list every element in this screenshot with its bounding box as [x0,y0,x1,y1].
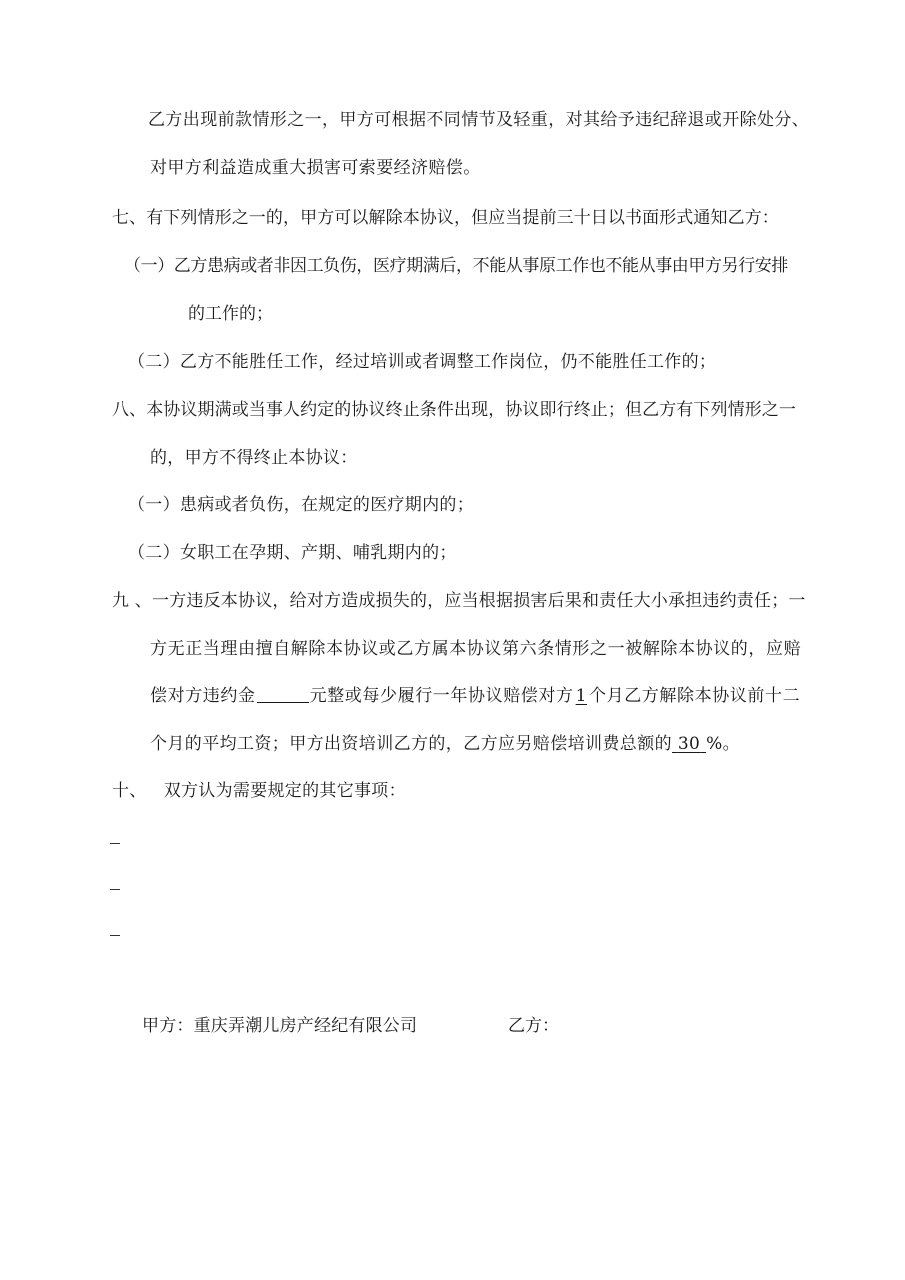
penalty-amount-blank [257,686,309,703]
clause-8-item-2: （二）女职工在孕期、产期、哺乳期内的； [128,543,457,563]
months-tail: 个月乙方解除本协议前十二 [589,686,801,706]
blank-line-marker-3 [110,935,120,936]
clause-7-item-2: （二）乙方不能胜任工作，经过培训或者调整工作岗位，仍不能胜任工作的； [128,352,717,372]
clause-9-heading: 九 、一方违反本协议，给对方造成损失的，应当根据损害后果和责任大小承担违约责任；一 [112,591,806,611]
clause-10-heading: 十、 双方认为需要规定的其它事项： [112,781,406,801]
blank-line-marker-1 [110,843,120,844]
clause-7-heading: 七、有下列情形之一的，甲方可以解除本协议，但应当提前三十日以书面形式通知乙方： [112,208,779,228]
training-label: 个月的平均工资；甲方出资培训乙方的，乙方应另赔偿培训费总额的 [150,734,672,754]
clause-7-item-1-cont: 的工作的； [188,304,273,324]
clause-9-line-4 [150,732,740,756]
party-b-signature: 乙方： [508,1016,559,1036]
clause-8-item-1: （一）患病或者负伤，在规定的医疗期内的； [128,495,474,515]
penalty-label: 偿对方违约金 [150,686,256,706]
line-l2: 对甲方利益造成重大损害可索要经济赔偿。 [150,158,481,178]
clause-8-heading-cont: 的，甲方不得终止本协议： [150,448,358,468]
per-year-label: 元整或每少履行一年协议赔偿对方 [309,686,574,706]
percent-value: 30 [677,734,701,754]
clause-9-line-3 [150,684,800,708]
percent-sign: %。 [706,734,741,754]
blank-line-marker-2 [110,889,120,890]
line-l1: 乙方出现前款情形之一，甲方可根据不同情节及轻重，对其给予违纪辞退或开除处分、 [148,110,810,130]
months-value: 1 [575,686,588,706]
clause-7-item-1: （一）乙方患病或者非因工负伤，医疗期满后，不能从事原工作也不能从事由甲方另行安排 [124,256,788,276]
clause-9-line-2: 方无正当理由擅自解除本协议或乙方属本协议第六条情形之一被解除本协议的，应赔 [150,639,802,659]
clause-8-heading: 八、本协议期满或当事人约定的协议终止条件出现，协议即行终止；但乙方有下列情形之一 [112,400,796,420]
party-a-signature: 甲方：重庆弄潮儿房产经纪有限公司 [142,1016,418,1036]
